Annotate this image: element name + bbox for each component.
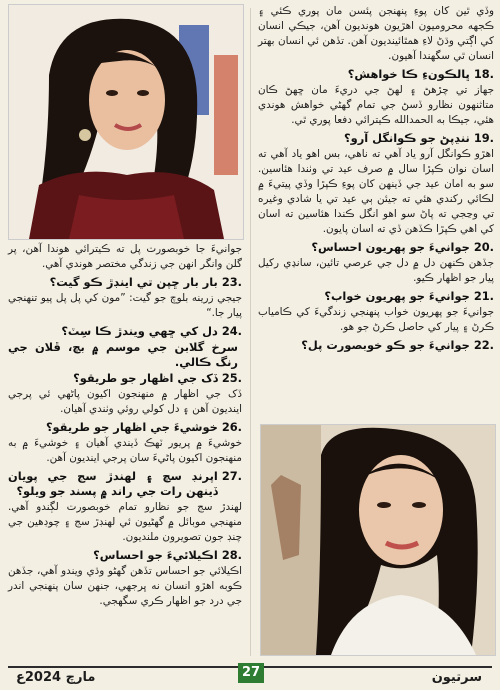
magazine-page (6, 4, 494, 660)
question-heading (258, 240, 494, 255)
question-number: 21. (473, 289, 494, 303)
column-divider (250, 8, 251, 656)
question-number: 28. (221, 548, 242, 562)
question-heading (258, 338, 494, 353)
question-text: جوانيءَ جو پهريون خواب؟ (324, 289, 470, 303)
question-text: جوانيءَ جو ڪو خوبصورت پل؟ (301, 338, 470, 352)
magazine-name: سرتيون (431, 670, 482, 685)
article-paragraph: جڏهن ڪنهن دل ۾ دل جي عرصي تائين، سانڍي رکيل پيار جو اظهار ڪيو. (258, 257, 494, 284)
question-heading (8, 324, 242, 339)
article-paragraph: جيجي زرينه بلوچ جو گيت: ”مون کي پل پل پيو تنهنجي پيار جا.“ (8, 292, 242, 319)
article-paragraph: اڪيلائي جو احساس تڏهن گهڻو وڌي ويندو آهي، جڏهن ڪوبه اهڙو انسان نه ڀرجهي، جنهن سان پنهنجي اندر جي درد جو اظهار ڪري سگهجي. (8, 565, 242, 607)
question-heading (258, 131, 494, 146)
page-number: 27 (238, 663, 264, 683)
question-heading (8, 371, 242, 386)
portrait-illustration-bottom (261, 425, 495, 655)
right-text-column (258, 4, 494, 354)
article-paragraph: ڏک جي اظهار ۾ منهنجون اکيون پاڻهي ئي پرجي اينديون آهن ۽ دل کولي روئي وٺندي آهيان. (8, 388, 242, 415)
question-heading (8, 420, 242, 435)
question-number: 20. (473, 240, 494, 254)
question-number: 18. (473, 67, 494, 81)
left-text-column (8, 242, 242, 612)
article-paragraph: وڏي ٿين کان پوءِ پنهنجن پئسن مان پوري ڪئي ۽ ڪجهه محروميون اهڙيون هونديون آهن، جيڪي انسان کي اڳتي وڌڻ لاءِ همٿائينديون آهن. تڏهن ئي انسان بهتر انسان ٿي سگهندا آهيون. (258, 5, 494, 62)
question-number: 19. (473, 131, 494, 145)
question-text: اڪيلائيءَ جو احساس؟ (93, 548, 218, 562)
question-heading (8, 275, 242, 290)
question-text: جوانيءَ جو پهريون احساس؟ (311, 240, 470, 254)
question-heading (8, 469, 242, 499)
portrait-illustration-top (9, 5, 243, 239)
question-number: 23. (221, 275, 242, 289)
article-paragraph: لهندڙ سج جو نظارو تمام خوبصورت لڳندو آهي. منهنجي موبائل ۾ گهڻيون ئي لهنڊڙ سج ۽ چوڊهين جي چنڊ جون تصويرون ملنديون. (8, 501, 242, 543)
question-text: ڏک جي اظهار جو طريقو؟ (73, 371, 218, 385)
article-paragraph: اهڙو ڪوانگل آرو ياد آهي ته ناهي، بس اهو ياد آهي ته اسان نوان ڪپڙا سال ۾ صرف عيد تي وٺندا هئاسين. سو به امان عيد جي ڏينهن کان پوءِ ڪپڙا وڏي پيتيءَ ۾ لڪائي رکندي هئي ته جيئن ٻي عيد تي يا شادي وغيره تي وڃجي ته پاڻ سو اهو انگل ڪندا هئاسين ته اسان کي اهي ڪپڙا ڪڏهن ڏي ته اسان پايون. (258, 148, 494, 235)
question-number: 27. (221, 469, 242, 483)
question-heading (258, 67, 494, 82)
portrait-photo-bottom (260, 424, 496, 656)
question-heading (8, 548, 242, 563)
question-heading (258, 289, 494, 304)
question-number: 24. (221, 324, 242, 338)
question-text: خوشيءَ جي اظهار جو طريقو؟ (45, 420, 218, 434)
portrait-photo-top (8, 4, 244, 240)
question-text: دل کي ڇهي ويندڙ ڪا سِٽ؟ (61, 324, 218, 338)
question-text: بار بار ڇپن تي اينڊڙ ڪو گيت؟ (49, 275, 218, 289)
issue-date: مارچ 2024ع (16, 670, 96, 685)
question-text: ننڍپڻ جو ڪوانگل آرو؟ (344, 131, 470, 145)
question-text: ڀالڪونءِ ڪا خواهش؟ (347, 67, 470, 81)
page-footer (0, 660, 500, 690)
question-number: 25. (221, 371, 242, 385)
article-paragraph: خوشيءَ ۾ پريور ٽهڪ ڏيندي آهيان ۽ خوشيءَ ۾ به منهنجون اکيون پاڻيءَ سان پرجي اينديون آهن. (8, 437, 242, 464)
question-number: 26. (221, 420, 242, 434)
question-text: سرخ گلابن جي موسم ۾ بچ، ڦلان جي رنگ ڪالي. (8, 340, 238, 369)
question-number: 22. (473, 338, 494, 352)
question-heading (8, 340, 242, 370)
article-paragraph: جوانيءَ جو پهريون خواب پنهنجي زندگيءَ کي ڪامياب ڪرڻ ۽ پيار کي حاصل ڪرڻ جو هو. (258, 306, 494, 333)
article-paragraph: جهاز تي چڙهڻ ۽ لهڻ جي دريءَ مان ڇهڻ ڪان متاثنهون نظارو ڏسڻ جي تمام گهڻي خواهش هوندي هئي، جيڪا به الحمدالله ڪيترائي دفعا پوري ٿي. (258, 84, 494, 126)
article-paragraph: جوانيءَ جا خوبصورت پل ته ڪيترائي هوندا آهن، پر گلن وانگر انهن جي زندگي مختصر هوندي آهي. (8, 243, 242, 270)
question-text: اپرنڊ سچ ۽ لهندڙ سج جي پويان ڏينهن رات جي راند ۾ پسند جو ويلو؟ (8, 469, 218, 498)
